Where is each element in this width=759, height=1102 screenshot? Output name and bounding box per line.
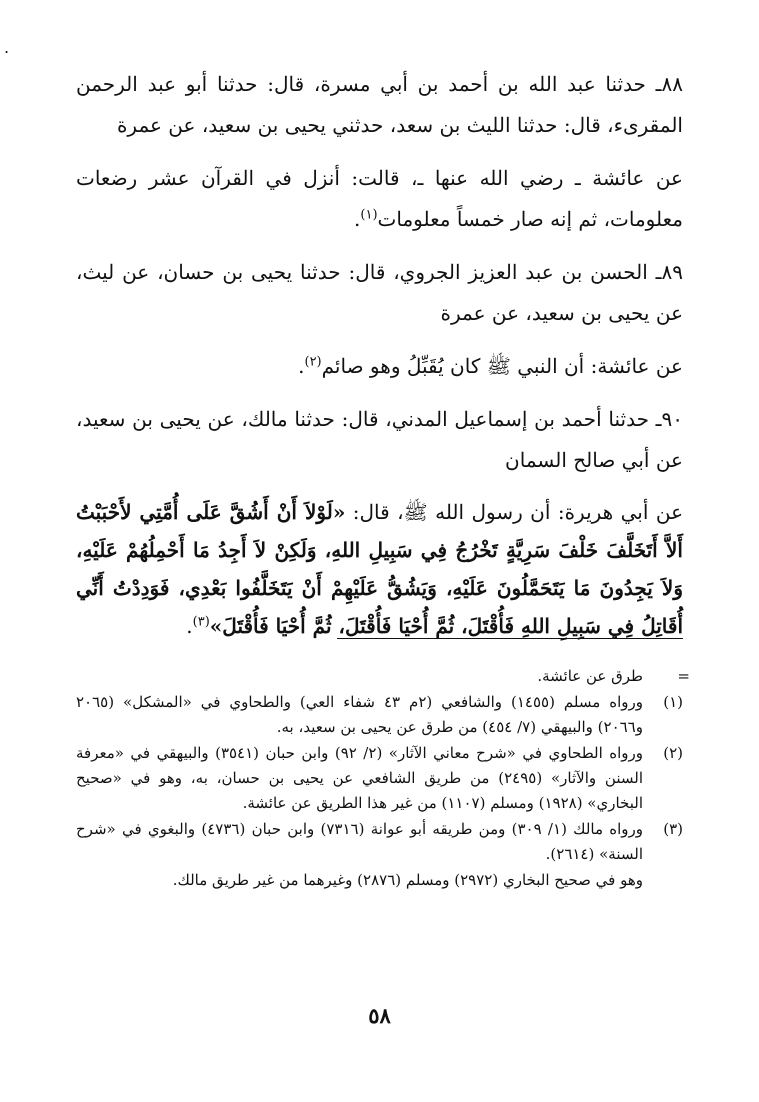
paragraph-text: عن عائشة: أن النبي ﷺ كان يُقَبِّلُ وهو صائم [321,354,683,378]
paragraph-end: . [354,207,361,231]
prophetic-quote: «لَوْلاَ أَنْ أَشُقَّ عَلَى أُمَّتِي لأَحْبَبْتُ أَلاَّ أَتَخَلَّفَ خَلْفَ سَرِيَّةٍ تَخْرُجُ فِي سَبِيلِ اللهِ، وَلَكِنْ لاَ أَجِدُ مَا أَحْمِلُهُمْ عَلَيْهِ، وَلاَ يَجِدُونَ مَا يَتَحَمَّلُونَ عَلَيْهِ، وَيَشُقُّ عَلَيْهِمْ أَنْ يَتَخَلَّفُوا بَعْدِي، فَوَدِدْتُ أَنِّي أُقَاتِلُ فِي سَبِيلِ اللهِ فَأُقْتَلَ، ثُمَّ أُحْيَا فَأُقْتَلَ، ثُمَّ أُحْيَا فَأُقْتَلَ» [76,500,683,638]
footnote-text: ورواه مسلم (١٤٥٥) والشافعي (٢م ٤٣ شفاء العي) والطحاوي في «المشكل» (٢٠٦٥ و٢٠٦٦) والبيهقي (٧/ ٤٥٤) من طرق عن يحيى بن سعيد، به. [76,693,643,736]
page-number: ٥٨ [368,1003,391,1028]
stray-mark: . [4,38,10,57]
hadith-88-isnad [76,64,683,146]
footnote-ref: (١) [360,207,378,223]
hadith-88-matn [76,158,683,240]
paragraph-text: ٨٩ـ الحسن بن عبد العزيز الجروي، قال: حدثنا يحيى بن حسان، عن ليث، عن يحيى بن سعيد، عن عمرة [76,260,683,325]
continuation-mark: = [677,667,690,685]
continuation-text: طرق عن عائشة. [537,667,643,685]
paragraph-end: . [298,354,305,378]
paragraph-text: ٩٠ـ حدثنا أحمد بن إسماعيل المدني، قال: حدثنا مالك، عن يحيى بن سعيد، عن أبي صالح السمان [76,407,683,472]
footnote-3 [76,817,683,867]
footnote-ref: (٢) [304,354,322,370]
footnote-1 [76,690,683,740]
footnote-2 [76,741,683,816]
main-text [76,64,683,657]
hadith-89-matn [76,346,683,387]
paragraph-end: . [186,614,193,638]
footnote-number: (٣) [663,820,683,838]
paragraph-text: عن عائشة ـ رضي الله عنها ـ، قالت: أنزل في القرآن عشر رضعات معلومات، ثم إنه صار خمساً معلومات [76,166,683,231]
footnotes [76,664,690,893]
footnote-ref: (٣) [192,614,210,630]
footnote-text: ورواه الطحاوي في «شرح معاني الآثار» (٢/ ٩٢) وابن حبان (٣٥٤١) والبيهقي في «معرفة السنن والآثار» (٢٤٩٥) من طريق الشافعي عن يحيى بن حسان، به، وهو في «صحيح البخاري» (١٩٢٨) ومسلم (١١٠٧) من غير هذا الطريق عن عائشة. [76,744,643,812]
hadith-90-matn [76,493,683,645]
footnote-3-extra: وهو في صحيح البخاري (٢٩٧٢) ومسلم (٢٨٧٦) وغيرهما من غير طريق مالك. [172,871,643,889]
paragraph-text: ٨٨ـ حدثنا عبد الله بن أحمد بن أبي مسرة، قال: حدثنا أبو عبد الرحمن المقرىء، قال: حدثنا الليث بن سعد، حدثني يحيى بن سعيد، عن عمرة [76,72,683,137]
footnote-separator [337,638,683,639]
footnote-text: ورواه مالك (١/ ٣٠٩) ومن طريقه أبو عوانة (٧٣١٦) وابن حبان (٤٧٣٦) والبغوي في «شرح السنة» (٢٦١٤). [76,820,644,863]
hadith-89-isnad [76,252,683,334]
quote-intro: عن أبي هريرة: أن رسول الله ﷺ، قال: [345,500,683,524]
footnote-continuation [76,664,690,689]
hadith-90-isnad [76,399,683,481]
footnote-number: (٢) [663,744,683,762]
footnote-number: (١) [663,693,683,711]
